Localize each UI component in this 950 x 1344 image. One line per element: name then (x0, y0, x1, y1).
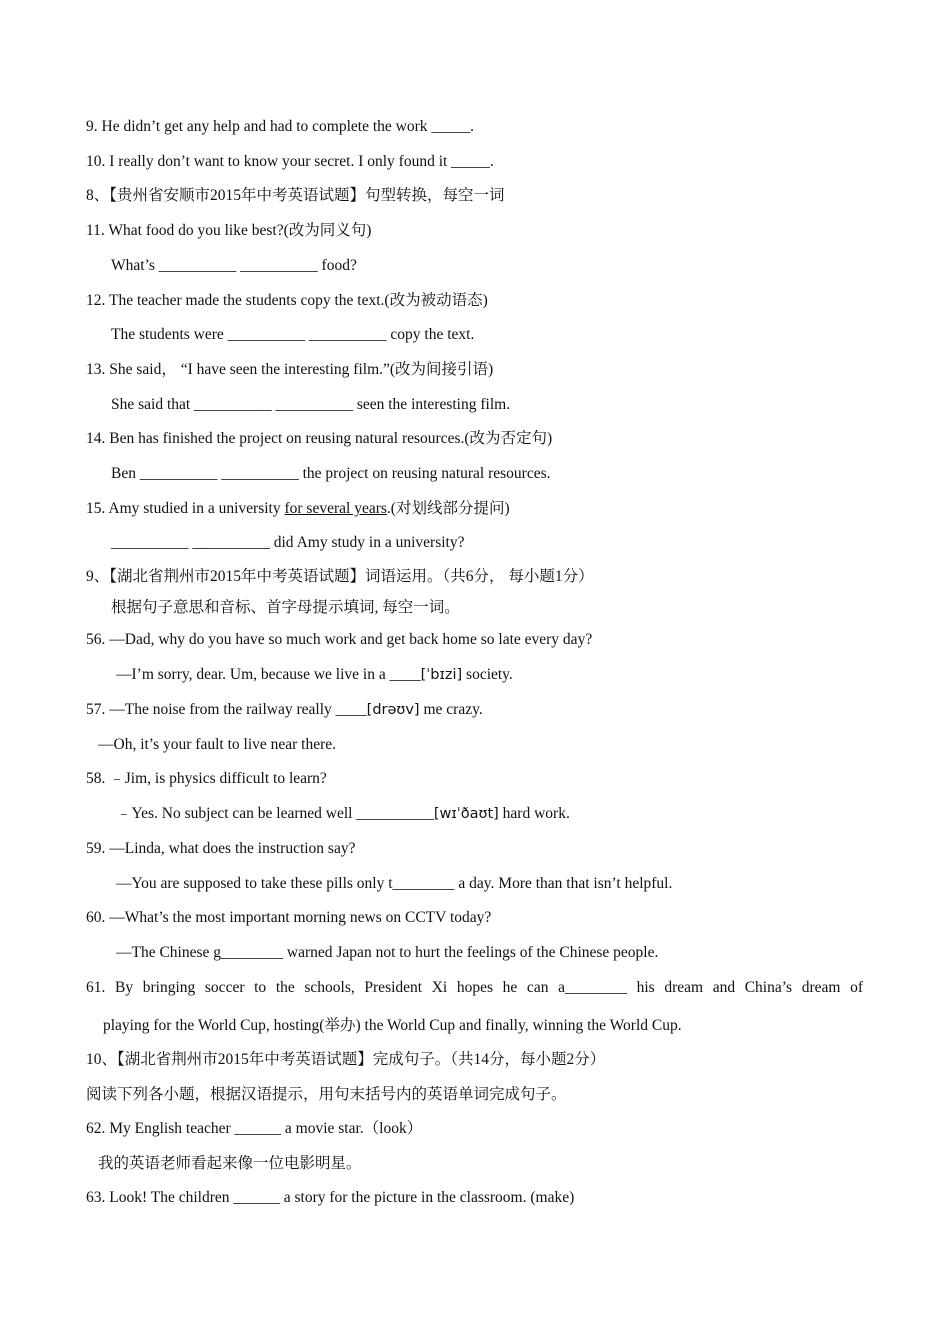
question-57 (86, 700, 483, 720)
question-15 (86, 499, 510, 519)
section-10-instruction: 阅读下列各小题，根据汉语提示，用句末括号内的英语单词完成句子。 (86, 1086, 567, 1103)
question-15-answer-line: __________ __________ did Amy study in a university? (111, 534, 465, 551)
question-58-answer-line (116, 804, 570, 824)
question-59-reply: —You are supposed to take these pills only t________ a day. More than that isn’t helpful. (116, 875, 673, 892)
question-61: 61. By bringing soccer to the schools, President Xi hopes he can a________ his dream and China’s dream of (86, 979, 863, 996)
question-11-answer-line: What’s __________ __________ food? (111, 257, 357, 274)
question-57-reply: —Oh, it’s your fault to live near there. (98, 736, 337, 753)
question-56: 56. —Dad, why do you have so much work and get back home so late every day? (86, 631, 593, 648)
question-9: 9. He didn’t get any help and had to complete the work _____. (86, 118, 474, 135)
question-12-answer-line: The students were __________ __________ copy the text. (111, 326, 475, 343)
question-57-text: 57. —The noise from the railway really ____ (86, 701, 367, 718)
question-57-text-end: me crazy. (419, 701, 483, 718)
question-58-reply-end: hard work. (498, 805, 570, 822)
question-63: 63. Look! The children ______ a story for the picture in the classroom. (make) (86, 1189, 575, 1206)
question-14-answer-line: Ben __________ __________ the project on reusing natural resources. (111, 465, 551, 482)
section-9-heading: 9、【湖北省荆州市2015年中考英语试题】词语运用。（共6分， 每小题1分） (86, 568, 594, 585)
question-58-reply: ﹣Yes. No subject can be learned well __________ (116, 805, 434, 822)
question-62: 62. My English teacher ______ a movie star.（look） (86, 1120, 423, 1137)
phonetic-without: [wɪˈðaʊt] (433, 806, 499, 822)
section-9-instruction: 根据句子意思和音标、首字母提示填词, 每空一词。 (111, 599, 460, 616)
question-60-reply: —The Chinese g________ warned Japan not to hurt the feelings of the Chinese people. (116, 944, 659, 961)
question-11: 11. What food do you like best?(改为同义句) (86, 222, 372, 239)
question-13: 13. She said， “I have seen the interesting film.”(改为间接引语) (86, 361, 494, 378)
question-62-translation: 我的英语老师看起来像一位电影明星。 (98, 1155, 362, 1172)
question-15-underlined: for several years (284, 500, 387, 517)
question-15-text: 15. Amy studied in a university (86, 500, 285, 517)
phonetic-busy: [ˈbɪzi] (420, 667, 463, 683)
question-12: 12. The teacher made the students copy the text.(改为被动语态) (86, 292, 488, 309)
question-56-answer-line (116, 665, 513, 685)
question-14: 14. Ben has finished the project on reusing natural resources.(改为否定句) (86, 430, 553, 447)
question-10: 10. I really don’t want to know your secret. I only found it _____. (86, 153, 494, 170)
question-60: 60. —What’s the most important morning news on CCTV today? (86, 909, 492, 926)
phonetic-drove: [drəʊv] (366, 702, 420, 718)
question-61-continued: playing for the World Cup, hosting(举办) the World Cup and finally, winning the World Cup. (103, 1017, 682, 1034)
question-56-reply: —I’m sorry, dear. Um, because we live in a ____ (116, 666, 421, 683)
section-8-heading: 8、【贵州省安顺市2015年中考英语试题】句型转换，每空一词 (86, 187, 505, 204)
question-13-answer-line: She said that __________ __________ seen the interesting film. (111, 396, 511, 413)
question-56-reply-end: society. (462, 666, 513, 683)
question-59: 59. —Linda, what does the instruction say? (86, 840, 356, 857)
question-15-instruction: .(对划线部分提问) (386, 500, 510, 517)
section-10-heading: 10、【湖北省荆州市2015年中考英语试题】完成句子。（共14分，每小题2分） (86, 1051, 606, 1068)
question-58: 58. ﹣Jim, is physics difficult to learn? (86, 770, 327, 787)
